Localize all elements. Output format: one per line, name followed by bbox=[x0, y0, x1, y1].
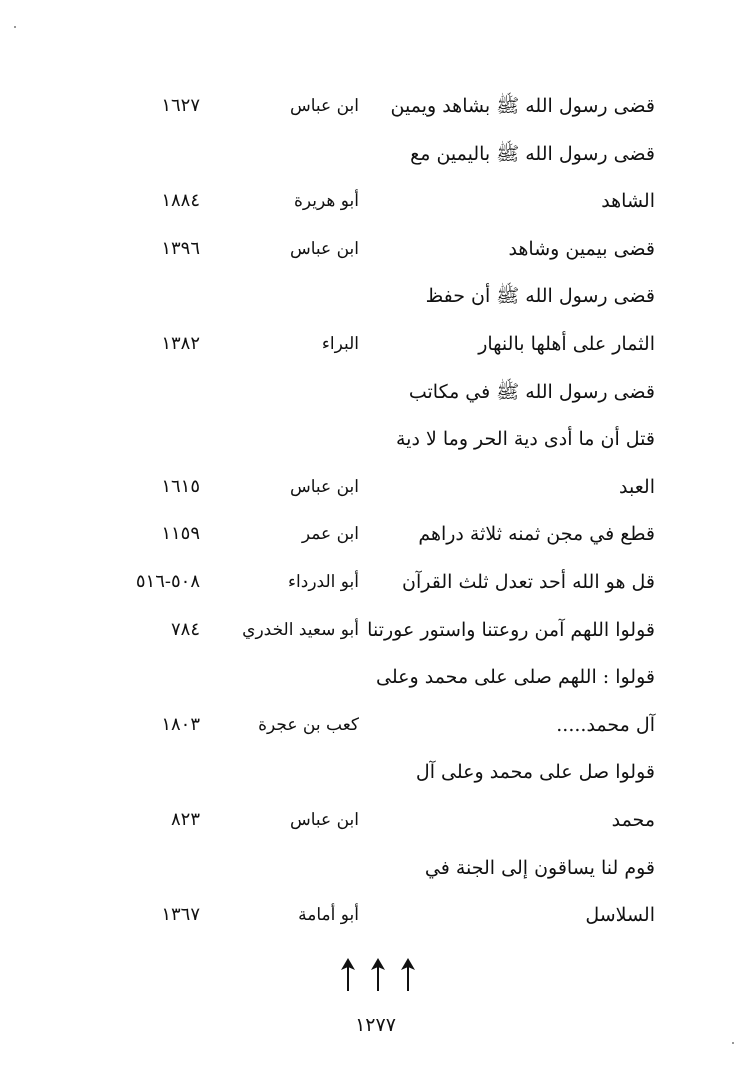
arrow-up-icon bbox=[370, 958, 386, 992]
index-row bbox=[0, 132, 751, 180]
hadith-text: قل هو الله أحد تعدل ثلث القرآن bbox=[402, 570, 655, 593]
hadith-text: قولوا اللهم آمن روعتنا واستور عورتنا bbox=[367, 618, 655, 641]
hadith-text: قضى رسول الله ﷺ باليمين مع bbox=[410, 142, 655, 165]
hadith-number: ١٦٢٧ bbox=[161, 95, 200, 116]
hadith-text: قوم لنا يساقون إلى الجنة في bbox=[424, 856, 655, 879]
narrator: ابن عمر bbox=[301, 524, 359, 545]
narrator: ابن عباس bbox=[289, 96, 359, 116]
page-number: ١٢٧٧ bbox=[355, 1014, 396, 1036]
hadith-text: آل محمد..... bbox=[556, 713, 655, 736]
index-row bbox=[0, 846, 751, 894]
index-row bbox=[0, 84, 751, 132]
index-row bbox=[0, 274, 751, 322]
narrator: أبو سعيد الخدري bbox=[242, 619, 359, 640]
hadith-number: ١٨٨٤ bbox=[161, 190, 200, 212]
scan-speck bbox=[732, 1042, 734, 1044]
hadith-number: ٥٠٨-٥١٦ bbox=[135, 570, 200, 592]
arrow-up-icon bbox=[340, 958, 356, 992]
narrator: البراء bbox=[321, 333, 359, 354]
index-row bbox=[0, 370, 751, 418]
hadith-number: ١٣٦٧ bbox=[161, 904, 200, 926]
hadith-number: ٨٢٣ bbox=[170, 808, 200, 830]
index-row bbox=[0, 798, 751, 846]
index-row bbox=[0, 893, 751, 941]
index-row bbox=[0, 608, 751, 656]
hadith-text: السلاسل bbox=[585, 904, 655, 927]
hadith-number: ١١٥٩ bbox=[161, 523, 200, 545]
hadith-number: ١٣٨٢ bbox=[161, 332, 200, 354]
index-row bbox=[0, 417, 751, 465]
hadith-number: ٧٨٤ bbox=[170, 618, 200, 640]
narrator: أبو هريرة bbox=[293, 191, 359, 212]
hadith-text: العبد bbox=[619, 475, 655, 498]
index-row bbox=[0, 227, 751, 275]
narrator: أبو الدرداء bbox=[288, 571, 359, 592]
hadith-number: ١٣٩٦ bbox=[161, 237, 200, 259]
index-row bbox=[0, 560, 751, 608]
hadith-index-list bbox=[0, 84, 751, 941]
hadith-number: ١٦١٥ bbox=[161, 475, 200, 497]
narrator: ابن عباس bbox=[289, 238, 359, 259]
hadith-text: قولوا : اللهم صلى على محمد وعلى bbox=[376, 666, 655, 689]
hadith-text: الشاهد bbox=[601, 190, 655, 213]
scan-speck bbox=[14, 26, 16, 28]
hadith-text: قضى رسول الله ﷺ بشاهد ويمين bbox=[390, 95, 655, 117]
narrator: كعب بن عجرة bbox=[258, 714, 359, 735]
narrator: أبو أمامة bbox=[298, 905, 359, 926]
hadith-text: قضى رسول الله ﷺ أن حفظ bbox=[425, 285, 655, 308]
narrator: ابن عباس bbox=[289, 809, 359, 830]
arrow-up-icon bbox=[400, 958, 416, 992]
index-row bbox=[0, 512, 751, 560]
hadith-text: قضى رسول الله ﷺ في مكاتب bbox=[408, 380, 655, 403]
hadith-text: محمد bbox=[611, 808, 655, 831]
index-row bbox=[0, 179, 751, 227]
hadith-number: ١٨٠٣ bbox=[161, 713, 200, 735]
hadith-text: قتل أن ما أدى دية الحر وما لا دية bbox=[396, 428, 655, 451]
index-row bbox=[0, 655, 751, 703]
hadith-text: قولوا صل على محمد وعلى آل bbox=[415, 761, 655, 784]
index-row bbox=[0, 465, 751, 513]
index-row bbox=[0, 750, 751, 798]
triple-arrow-ornament-icon bbox=[340, 958, 416, 992]
index-row bbox=[0, 703, 751, 751]
index-row bbox=[0, 322, 751, 370]
hadith-text: قطع في مجن ثمنه ثلاثة دراهم bbox=[418, 523, 655, 546]
hadith-text: الثمار على أهلها بالنهار bbox=[478, 332, 655, 355]
narrator: ابن عباس bbox=[289, 476, 359, 497]
hadith-text: قضى بيمين وشاهد bbox=[508, 237, 655, 260]
